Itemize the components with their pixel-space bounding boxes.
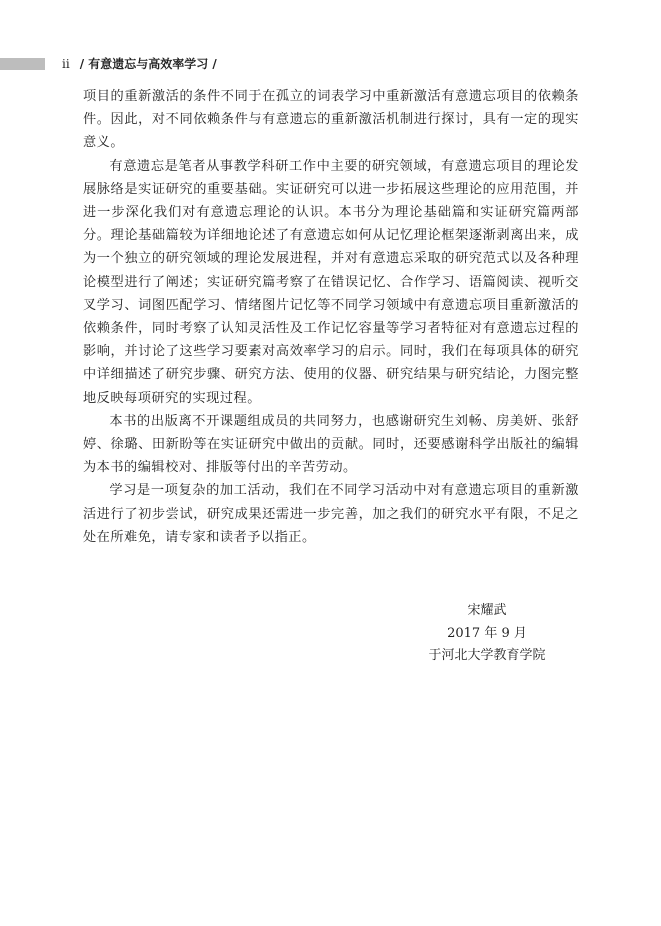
paragraph: 项目的重新激活的条件不同于在孤立的词表学习中重新激活有意遗忘项目的依赖条件。因此，对不同依赖条件与有意遗忘的重新激活机制进行探讨，具有一定的现实意义。 xyxy=(83,89,579,151)
signature-date: 2017 年 9 月 xyxy=(447,625,527,641)
paragraph: 有意遗忘是笔者从事教学科研工作中主要的研究领域，有意遗忘项目的理论发展脉络是实证研究的重要基础。实证研究可以进一步拓展这些理论的应用范围，并进一步深化我们对有意遗忘理论的认识。本书分为理论基础篇和实证研究篇两部分。理论基础篇较为详细地论述了有意遗忘如何从记忆理论框架逐渐剥离出来，成为一个独立的研究领域的理论发展进程，并对有意遗忘采取的研究范式以及各种理论模型进行了阐述；实证研究篇考察了在错误记忆、合作学习、语篇阅读、视听交叉学习、词图匹配学习、情绪图片记忆等不同学习领域中有意遗忘项目重新激活的依赖条件，同时考察了认知灵活性及工作记忆容量等学习者特征对有意遗忘过程的影响，并讨论了这些学习要素对高效率学习的启示。同时，我们在每项具体的研究中详细描述了研究步骤、研究方法、使用的仪器、研究结果与研究结论，力图完整地反映每项研究的实现过程。 xyxy=(83,158,579,406)
body-text xyxy=(83,85,579,549)
author-name: 宋耀武 xyxy=(467,603,507,618)
running-title: / 有意遗忘与高效率学习 / xyxy=(79,57,217,71)
paragraph: 本书的出版离不开课题组成员的共同努力，也感谢研究生刘畅、房美妍、张舒婷、徐璐、田新盼等在实证研究中做出的贡献。同时，还要感谢科学出版社的编辑为本书的编辑校对、排版等付出的辛苦劳动。 xyxy=(83,413,579,476)
signature-place: 于河北大学教育学院 xyxy=(428,648,546,663)
page-number: ii xyxy=(62,57,70,71)
paragraph: 学习是一项复杂的加工活动，我们在不同学习活动中对有意遗忘项目的重新激活进行了初步尝试，研究成果还需进一步完善，加之我们的研究水平有限，不足之处在所难免，请专家和读者予以指正。 xyxy=(83,483,579,545)
signature-block xyxy=(412,600,562,668)
running-header xyxy=(62,55,217,72)
header-bar xyxy=(0,58,45,70)
